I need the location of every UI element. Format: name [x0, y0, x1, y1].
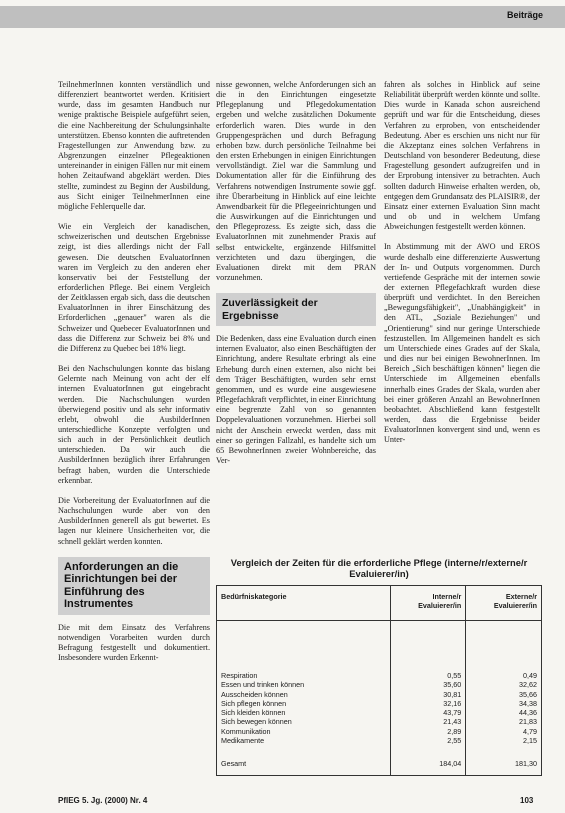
column-3 [384, 80, 540, 455]
internal-column [391, 621, 467, 775]
paragraph: Die Bedenken, dass eine Evaluation durch einen internen Evaluator, also einen Beschäftigten der Einrichtung, andere Resultate erbringt als eine Erhebung durch einen externen, also nicht bei dem Träger Beschäftigten, wurden sehr ernst genommen, und es wurde eine ausgewiesene Pflegefachkraft verpflichtet, in einer Einrichtung eine begrenzte Zahl von so genannten Doppelevaluationen vorzunehmen. Hierbei soll nicht der Anschein erweckt werden, dass mit einer so geringen Fallzahl, es handelte sich um 65 BewohnerInnen zweier Wohnbereiche, das Ver- [216, 334, 376, 465]
section-heading: Anforderungen an die Einrichtungen bei der Einführung des Instrumentes [58, 557, 210, 615]
row-label: Medikamente [221, 736, 265, 746]
row-external-value: 44,36 [519, 708, 538, 718]
row-label: Sich kleiden können [221, 708, 286, 718]
column-1 [58, 80, 210, 673]
row-external-value: 4,79 [523, 726, 538, 736]
row-external-value: 2,15 [523, 736, 538, 746]
row-internal-value: 0,55 [447, 671, 462, 680]
paragraph: Teilnehmerlnnen konnten verständlich und differenziert beantwortet werden. Kritisiert wurde, dass im gesamten Handbuch nur wenige praktische Beispiele aufgeführt seien, die eine Nachbereitung der Schulungsinhalte unterstützen. Ebenso konnten die auftretenden Fragestellungen zur Anwendung bzw. zu Abgrenzungen einzelner Pflegeaktionen untereinander in einigen Fällen nur mit einem hohen Zeitaufwand abgeklärt werden. Dies stellte, zumindest zu Beginn der Ausbildung, aus Sicht einiger TeilnehmerInnen eine mögliche Fehlerquelle dar. [58, 80, 210, 211]
paragraph: Wie ein Vergleich der kanadischen, schweizerischen und deutschen Ergebnisse zeigt, ist dies allerdings nicht der Fall gewesen. Die deutschen EvaluatorInnen waren im Vergleich zu den anderen eher konservativ bei der Feststellung der erforderlichen Pflege. Bei einem Vergleich der Zeitklassen ergab sich, dass die deutschen EvaluatorInnen in ihrer Einschätzung des Erforderlichen „genauer" waren als die Schweizer und Quebecer EvaluatorInnen und dass die Differenz zur Schweiz bei 8% und die Differenz zu Quebec bei 18% liegt. [58, 222, 210, 353]
paragraph: In Abstimmung mit der AWO und EROS wurde deshalb eine differenzierte Auswertung der In- und Outputs vorgenommen. Durch vertiefende Gespräche mit der internen sowie der externen Pflegefachkraft wurden diese überprüft und verdichtet. In den Bereichen „Bewegungsfähigkeit", „Unabhängigkeit" in den ATL, „Soziale Beziehungen" und „Orientierung" sind nur geringe Unterschiede festzustellen. Im Allgemeinen handelt es sich um Unterschiede eines Grades auf der Skala, und dies nur bei einigen BewohnerInnen. Im Bereich „Sich beschäftigen können" liegen die Unterschiede im Allgemeinen ebenfalls innerhalb eines Grades der Skala, wurden aber bei einer größeren Anzahl an BewohnerInnen beobachtet. Abschließend kann festgestellt werden, dass die Ergebnisse beider EvaluatorInnen konvergent sind und, wenn es Unter- [384, 242, 540, 445]
journal-citation: PflEG 5. Jg. (2000) Nr. 4 [58, 796, 148, 805]
row-label: Respiration [221, 671, 258, 680]
section-header-bar [0, 6, 565, 28]
row-internal-value: 35,60 [443, 680, 462, 690]
table-box [216, 585, 542, 776]
table-body [217, 621, 541, 775]
row-internal-value: 30,81 [443, 689, 462, 699]
section-heading: Zuverlässigkeit der Ergebnisse [216, 293, 376, 326]
section-label: Beiträge [506, 10, 543, 20]
page-number: 103 [520, 796, 534, 805]
total-external-value: 181,30 [515, 759, 538, 769]
row-external-value: 32,62 [519, 680, 538, 690]
row-internal-value: 2,55 [447, 736, 462, 746]
col-header-external: Externe/r Evaluierer/in [493, 592, 538, 610]
column-2 [216, 80, 376, 476]
total-label: Gesamt [221, 759, 247, 769]
table-header [217, 586, 541, 621]
row-external-value: 35,66 [519, 689, 538, 699]
paragraph: Die Vorbereitung der EvaluatorInnen auf die Nachschulungen wurde aber von den AusbilderInnen generell als gut bewertet. Es lagen nur kleinere Unsicherheiten vor, die schnell geklärt werden konnten. [58, 495, 210, 546]
row-label: Ausscheiden können [221, 689, 288, 699]
row-label: Essen und trinken können [221, 680, 305, 690]
row-internal-value: 32,16 [443, 698, 462, 708]
col-header-category: Bedürfniskategorie [217, 586, 391, 620]
paragraph: fahren als solches in Hinblick auf seine Reliabilität überprüft werden könnte und sollte. Dies wurde in Kanada schon ausreichend geprüft und war für die Entscheidung, dieses Verfahren zu erproben, von entscheidender Bedeutung. Aber es erschien uns nicht nur für die Akzeptanz eines solchen Verfahrens in Deutschland von besonderer Bedeutung, diese Fragestellung gesondert aufzugreifen und in der Erprobung intensiver zu betrachten. Auch sollten dadurch Hinweise erhalten werden, ob, entgegen dem Grundansatz des PLAISIR®, der Einsatz einer externen Evaluation Sinn macht und ob und in welchem Umfang Abweichungen festgestellt werden können. [384, 80, 540, 232]
category-column [217, 621, 391, 775]
comparison-table [216, 555, 542, 776]
row-external-value: 21,83 [519, 717, 538, 727]
table-title: Vergleich der Zeiten für die erforderliche Pflege (interne/r/externe/r Evaluierer/in) [230, 557, 528, 579]
row-external-value: 0,49 [523, 671, 538, 680]
paragraph: Die mit dem Einsatz des Verfahrens notwendigen Vorarbeiten wurden durch Befragung festgestellt und dokumentiert. Insbesondere wurden Erkennt- [58, 622, 210, 663]
paragraph: nisse gewonnen, welche Anforderungen sich an die in den Einrichtungen eingesetzte Pflegeplanung und Pflegedokumentation ergeben und welche zusätzlichen Dokumente erforderlich waren. Dies wurde in den Gruppengesprächen und durch Befragung erhoben bzw. durch persönliche Teilnahme bei den ersten Erhebungen in einigen Einrichtungen vervollständigt. Ziel war die Sammlung und Dokumentation aller für die Einführung des Verfahrens notwendigen Instrumente sowie ggf. ihre Überarbeitung in Hinblick auf eine leichte Anwendbarkeit für die Pflegeeinrichtungen und die Auswirkungen auf die Einrichtungen und den Pflegeprozess. Es zeigte sich, dass die EvaluatorInnen mit zunehmender Praxis auf selbst entwickelte, ergänzende Hilfsmittel verzichteten und dazu übergingen, die Evaluationen direkt mit dem PRAN vorzunehmen. [216, 80, 376, 282]
row-internal-value: 43,79 [443, 708, 462, 718]
row-label: Sich bewegen können [221, 717, 292, 727]
external-column [466, 621, 541, 775]
row-label: Kommunikation [221, 726, 271, 736]
row-internal-value: 21,43 [443, 717, 462, 727]
paragraph: Bei den Nachschulungen konnte das bislang Gelernte nach Meinung von acht der elf internen EvaluatorInnen gut eingebracht werden. Die Nachschulungen wurden überwiegend positiv und als sehr informativ erlebt, obwohl die AusbilderInnen unterschiedliche Konzepte verfolgten und sich auch in der Persönlichkeit deutlich unterschieden. Da wir auch die AusbilderInnen bezüglich ihrer Erfahrungen befragt haben, wurden die Unterschiede erkennbar. [58, 364, 210, 485]
row-label: Sich pflegen können [221, 698, 287, 708]
total-internal-value: 184,04 [439, 759, 462, 769]
row-internal-value: 2,89 [447, 726, 462, 736]
row-external-value: 34,38 [519, 698, 538, 708]
col-header-internal: Interne/r Evaluierer/in [391, 586, 467, 620]
